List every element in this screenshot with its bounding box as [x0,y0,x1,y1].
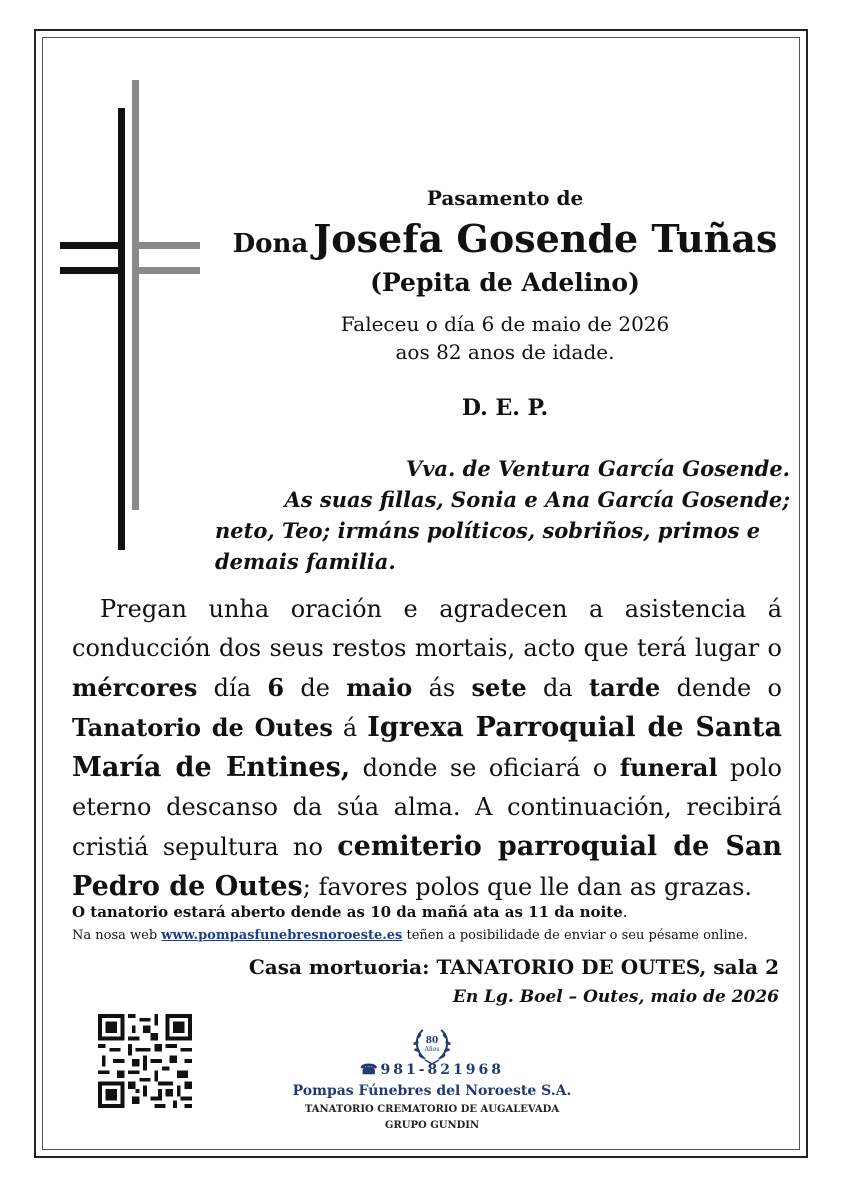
deceased-name [180,216,830,261]
family-line: Vva. de Ventura García Gosende. [405,456,790,481]
laurel-emblem-icon [409,1024,455,1066]
body-text: da [526,674,589,702]
pasamento-heading: Pasamento de [426,186,584,210]
body-bold: mércores [72,673,198,702]
web-note-pre: Na nosa web [72,928,162,943]
family-block [215,453,790,577]
body-text: polo eterno descanso da súa alma. A continuación, recibirá cristiá sepultura no [72,754,782,861]
phone-icon: ☎ [360,1062,381,1078]
phone-text: 981-821968 [380,1062,504,1078]
body-text: de [284,674,347,702]
cemetery-name: cemiterio parroquial de San Pedro de Outes [72,831,782,902]
emblem-years: 80 [425,1036,439,1046]
body-bold: maio [346,673,413,702]
death-age: aos 82 anos de idade. [395,340,615,364]
family-line: As suas fillas, Sonia e Ana García Gosende; [284,487,790,512]
dep-text: D. E. P. [461,395,549,421]
body-bold: tarde [588,673,661,702]
body-text: Pregan unha oración e agradecen a asistencia á conducción dos seus restos mortais, acto que terá lugar o [72,595,782,662]
company-name: Pompas Fúnebres del Noroeste S.A. [292,1083,572,1099]
tanatorio-hours [72,903,628,921]
website-link[interactable]: www.pompasfunebresnoroeste.es [161,928,403,943]
nickname: (Pepita de Adelino) [370,268,640,297]
body-text: ás [412,674,472,702]
phone-number [300,1062,564,1078]
family-line: neto, Teo; irmáns políticos, sobriños, primos e [215,518,761,543]
web-note-post: teñen a posibilidade de enviar o seu pésame online. [402,928,748,943]
body-bold: Tanatorio de Outes [72,713,333,742]
body-text: ; favores polos que lle dan as grazas. [302,873,753,901]
group-name: GRUPO GUNDIN [384,1120,480,1131]
emblem-label: Años [424,1046,440,1053]
body-text: á [332,714,368,742]
web-note [72,928,748,943]
family-line: demais familia. [215,549,396,574]
qr-code-icon[interactable] [98,1014,192,1108]
casa-mortuoria: Casa mortuoria: TANATORIO DE OUTES, sala 2 [248,955,779,979]
full-name: Josefa Gosende Tuñas [313,216,778,261]
tanatorio-hours-end: . [622,903,628,921]
body-text: donde se oficiará o [350,754,620,782]
church-name: Igrexa Parroquial de Santa María de Entines, [72,712,782,783]
body-bold: 6 [267,673,285,702]
honorific: Dona [232,229,309,259]
death-info [180,310,830,366]
body-bold: sete [471,673,527,702]
crematorio-name: TANATORIO CREMATORIO DE AUGALEVADA [304,1104,560,1115]
body-text: día [197,674,268,702]
ceremony-text [72,590,782,907]
body-text: dende o [660,674,782,702]
tanatorio-hours-text: O tanatorio estará aberto dende as 10 da mañá ata as 11 da noite [72,903,623,921]
place-date: En Lg. Boel – Outes, maio de 2026 [452,987,779,1007]
body-bold: funeral [619,753,718,782]
death-date: Faleceu o día 6 de maio de 2026 [340,312,670,336]
